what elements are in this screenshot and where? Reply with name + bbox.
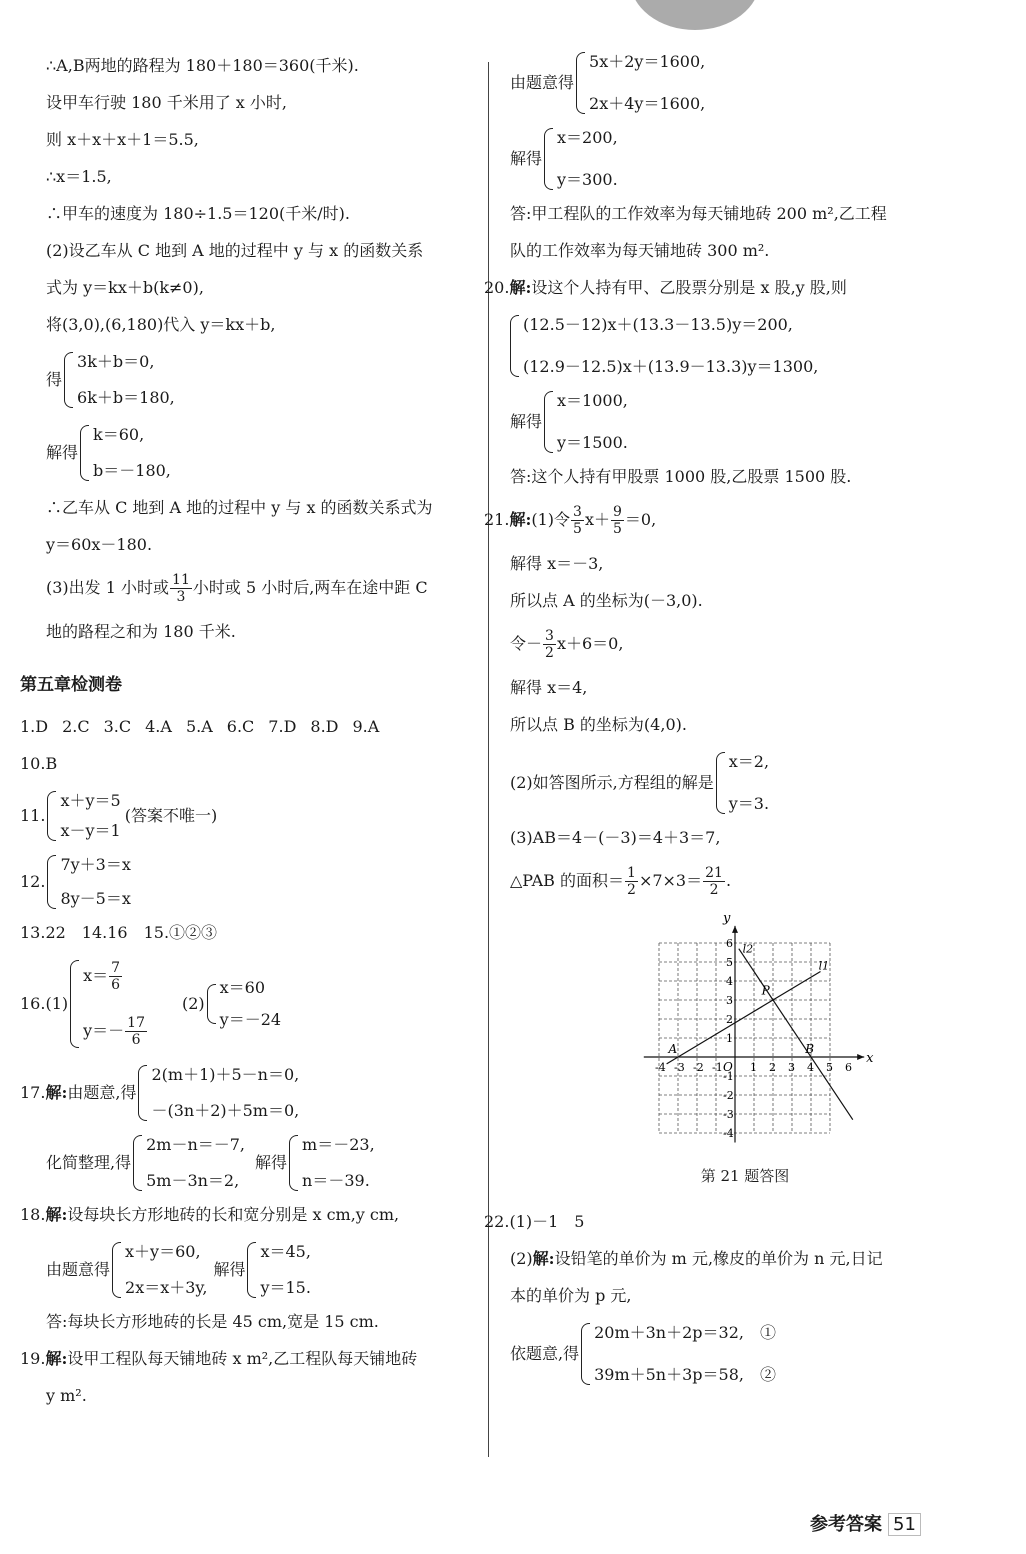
- solution-keyword: 解:: [45, 1205, 68, 1224]
- x-tick-label: -1: [712, 1061, 723, 1074]
- choice: 2.C: [62, 717, 90, 736]
- fraction: [109, 960, 122, 993]
- page-footer: [810, 1510, 921, 1536]
- equation: －(3n＋2)＋5m＝0,: [151, 1101, 300, 1120]
- text-line: 队的工作效率为每天铺地砖 300 m².: [510, 241, 770, 260]
- sys-prefix: 解得: [46, 443, 79, 462]
- question-number: 21.: [484, 510, 510, 529]
- x-tick-label: 3: [788, 1061, 795, 1074]
- text-line: (2)设乙车从 C 地到 A 地的过程中 y 与 x 的函数关系: [46, 241, 424, 260]
- y-axis-arrow: [732, 926, 738, 933]
- equation: y＝15.: [260, 1278, 311, 1297]
- question-17: [20, 1065, 476, 1121]
- fraction: [571, 504, 584, 537]
- equation: y＝1500.: [557, 433, 628, 452]
- text-part: 解得: [510, 149, 543, 168]
- text-line: 将(3,0),(6,180)代入 y＝kx＋b,: [46, 315, 276, 334]
- question-number: 17.: [20, 1083, 46, 1102]
- equation: 7y＋3＝x: [60, 855, 131, 874]
- numerator: 17: [127, 1015, 145, 1031]
- text-part: x＝: [83, 966, 109, 985]
- equation: x＝45,: [260, 1242, 311, 1261]
- choice: 3.C: [103, 717, 132, 736]
- equation: x＋y＝60,: [125, 1242, 201, 1261]
- solution-keyword: 解:: [45, 1349, 68, 1368]
- equation: 2x＋4y＝1600,: [589, 94, 706, 113]
- equation: 5x＋2y＝1600,: [589, 52, 706, 71]
- numerator: 11: [172, 572, 190, 588]
- text-part: ＝0,: [624, 510, 657, 529]
- page-number: 51: [888, 1513, 921, 1536]
- brace: [544, 391, 553, 453]
- question-number: 12.: [20, 872, 46, 891]
- point-a-label: A: [668, 1042, 678, 1056]
- x-tick-label: 6: [845, 1061, 852, 1074]
- point-p-label: P: [761, 983, 770, 998]
- text-part: 令－: [510, 634, 543, 653]
- equation: y＝－24: [219, 1010, 282, 1029]
- text-line: [510, 628, 980, 661]
- question-11: [20, 791, 476, 841]
- text-line: 则 x＋x＋x＋1＝5.5,: [46, 130, 199, 149]
- y-tick-label: -4: [723, 1127, 734, 1140]
- text-part: 设铅笔的单价为 m 元,橡皮的单价为 n 元,日记: [554, 1249, 883, 1268]
- text-line: 解得 x＝－3,: [510, 554, 604, 573]
- text-part: 由题意得: [510, 73, 575, 92]
- text-part: .: [725, 871, 732, 890]
- text-line: [46, 572, 476, 605]
- y-axis-label: y: [723, 915, 731, 927]
- column-divider: [488, 62, 489, 1457]
- numerator: 21: [705, 865, 723, 881]
- origin-label: O: [723, 1060, 733, 1074]
- text-part: 依题意,得: [510, 1344, 580, 1363]
- equation: k＝60,: [93, 425, 145, 444]
- x-tick-label: 5: [826, 1061, 833, 1074]
- choice: 4.A: [145, 717, 172, 736]
- denominator: 5: [613, 521, 622, 537]
- text-line: [510, 1249, 980, 1269]
- text-line: 答:这个人持有甲股票 1000 股,乙股票 1500 股.: [510, 467, 852, 486]
- x-axis-label: x: [866, 1051, 874, 1066]
- text-line: 答:甲工程队的工作效率为每天铺地砖 200 m²,乙工程: [510, 204, 887, 223]
- numerator: 3: [545, 628, 554, 644]
- denominator: 2: [545, 645, 554, 661]
- line-l1: [667, 972, 821, 1064]
- equation-system: [46, 352, 476, 408]
- brace: [80, 425, 89, 481]
- point-b-label: B: [805, 1042, 815, 1056]
- solution-keyword: 解:: [45, 1083, 68, 1102]
- text-line: 22.(1)－1 5: [484, 1212, 585, 1231]
- fraction: [170, 572, 192, 605]
- fraction: [125, 1015, 147, 1048]
- equation: 6k＋b＝180,: [77, 388, 175, 407]
- brace: [207, 984, 216, 1024]
- question-number: 20.: [484, 278, 510, 297]
- equation: 39m＋5n＋3p＝58, ②: [594, 1365, 776, 1384]
- question-16: [20, 960, 476, 1048]
- brace: [133, 1135, 142, 1191]
- y-tick-label: 3: [726, 994, 733, 1007]
- text-line: ∴x＝1.5,: [46, 167, 112, 186]
- choice: 8.D: [310, 717, 339, 736]
- question-21: [484, 504, 980, 537]
- x-tick-label: -3: [674, 1061, 685, 1074]
- text-part: 设这个人持有甲、乙股票分别是 x 股,y 股,则: [531, 278, 847, 297]
- question-number: 19.: [20, 1349, 46, 1368]
- text-line: [510, 865, 980, 898]
- question-12: [20, 855, 476, 909]
- text-part: 设每块长方形地砖的长和宽分别是 x cm,y cm,: [67, 1205, 400, 1224]
- x-axis-arrow: [857, 1054, 864, 1060]
- question-number: 18.: [20, 1205, 46, 1224]
- y-tick-label: 5: [726, 956, 733, 969]
- x-tick-label: 2: [769, 1061, 776, 1074]
- equation: y＝3.: [728, 794, 770, 813]
- top-decoration: [630, 0, 760, 30]
- y-tick-label: 4: [726, 975, 733, 988]
- numerator: 1: [627, 865, 636, 881]
- solution-keyword: 解:: [509, 278, 532, 297]
- equation-system: [510, 52, 980, 114]
- graph-figure: [614, 915, 980, 1159]
- brace: [112, 1242, 121, 1298]
- text-part: 由题意得: [46, 1260, 111, 1279]
- footer-label: 参考答案: [810, 1514, 882, 1535]
- text-part: (3)出发 1 小时或: [46, 578, 170, 597]
- brace: [247, 1242, 256, 1298]
- text-part: 小时或 5 小时后,两车在途中距 C: [192, 578, 428, 597]
- text-part: 设甲工程队每天铺地砖 x m²,乙工程队每天铺地砖: [67, 1349, 418, 1368]
- numerator: 9: [613, 504, 622, 520]
- equation-system: [46, 425, 476, 481]
- brace: [544, 128, 553, 190]
- line-l2-label: l2: [742, 942, 754, 956]
- equation: 5m－3n＝2,: [146, 1171, 240, 1190]
- note: (答案不唯一): [124, 806, 218, 825]
- x-tick-label: 1: [750, 1061, 757, 1074]
- sub-number: (2): [181, 994, 205, 1013]
- brace: [70, 960, 79, 1048]
- sys-prefix: 得: [46, 370, 63, 389]
- equation: 3k＋b＝0,: [77, 352, 155, 371]
- right-column: [484, 52, 980, 1399]
- fraction: [543, 628, 556, 661]
- text-line: 13.22 14.16 15.①②③: [20, 923, 218, 942]
- equation-system: [510, 391, 980, 453]
- section-title: 第五章检测卷: [20, 675, 122, 695]
- equation: x－y＝1: [60, 821, 121, 840]
- solution-keyword: 解:: [509, 510, 532, 529]
- equation-system: [510, 315, 980, 377]
- y-tick-label: -2: [723, 1089, 734, 1102]
- coordinate-graph: [614, 915, 884, 1155]
- equation-system: [46, 1242, 476, 1298]
- equation: n＝－39.: [302, 1171, 370, 1190]
- text-line: 所以点 A 的坐标为(－3,0).: [510, 591, 703, 610]
- text-part: y＝－: [83, 1021, 125, 1040]
- text-part: 由题意,得: [67, 1083, 137, 1102]
- equation: y＝300.: [557, 170, 618, 189]
- text-line: 式为 y＝kx＋b(k≠0),: [46, 278, 204, 297]
- choice: 6.C: [226, 717, 255, 736]
- text-line: y m².: [46, 1386, 87, 1405]
- line-l1-label: l1: [818, 959, 830, 973]
- equation: x＝60: [219, 978, 266, 997]
- denominator: 5: [573, 521, 582, 537]
- text-part: x＋6＝0,: [556, 634, 624, 653]
- equation: x＋y＝5: [60, 791, 121, 810]
- equation: 20m＋3n＋2p＝32, ①: [594, 1323, 776, 1342]
- brace: [64, 352, 73, 408]
- text-line: 本的单价为 p 元,: [510, 1286, 632, 1305]
- text-part: 解得: [510, 412, 543, 431]
- text-line: ∴甲车的速度为 180÷1.5＝120(千米/时).: [46, 204, 350, 223]
- denominator: 6: [131, 1032, 141, 1048]
- equation-system: [510, 128, 980, 190]
- x-tick-label: -4: [655, 1061, 666, 1074]
- solution-keyword: 解:: [532, 1249, 555, 1268]
- fraction: [611, 504, 624, 537]
- brace: [138, 1065, 147, 1121]
- equation: x＝200,: [557, 128, 618, 147]
- y-tick-label: -3: [723, 1108, 734, 1121]
- denominator: 6: [111, 977, 121, 993]
- denominator: 2: [709, 882, 719, 898]
- y-tick-label: 6: [726, 937, 733, 950]
- text-line: ∴A,B两地的路程为 180＋180＝360(千米).: [46, 56, 359, 75]
- brace: [716, 752, 725, 814]
- y-tick-label: 1: [726, 1032, 733, 1045]
- question-number: 11.: [20, 806, 46, 825]
- brace: [581, 1323, 590, 1385]
- equation: 2x＝x＋3y,: [125, 1278, 208, 1297]
- text-part: △PAB 的面积＝: [510, 871, 625, 890]
- line-l2: [739, 949, 853, 1120]
- denominator: 3: [176, 589, 186, 605]
- text-part: ×7×3＝: [638, 871, 703, 890]
- text-part: x＋: [584, 510, 610, 529]
- left-column: [20, 56, 476, 1423]
- equation: x＝1000,: [557, 391, 628, 410]
- equation-system: [46, 1135, 476, 1191]
- choice-answers: [20, 717, 476, 737]
- numerator: 7: [111, 960, 121, 976]
- equation: (12.9－12.5)x＋(13.9－13.3)y＝1300,: [523, 357, 819, 376]
- text-part: 解得: [213, 1260, 246, 1279]
- brace: [510, 315, 519, 377]
- text-part: (2): [510, 1249, 533, 1268]
- brace: [47, 855, 56, 909]
- brace: [576, 52, 585, 114]
- equation: m＝－23,: [302, 1135, 375, 1154]
- text-part: 解得: [255, 1153, 288, 1172]
- fraction: [625, 865, 638, 898]
- denominator: 2: [627, 882, 636, 898]
- text-line: 设甲车行驶 180 千米用了 x 小时,: [46, 93, 287, 112]
- equation-system: [510, 752, 980, 814]
- figure-caption: 第 21 题答图: [700, 1167, 790, 1185]
- question-19: [20, 1349, 476, 1369]
- equation: x＝2,: [728, 752, 770, 771]
- y-tick-label: -1: [723, 1070, 734, 1083]
- text-line: 解得 x＝4,: [510, 678, 588, 697]
- equation-system: [510, 1323, 980, 1385]
- question-number: 16.(1): [20, 994, 69, 1013]
- text-line: 所以点 B 的坐标为(4,0).: [510, 715, 687, 734]
- numerator: 3: [573, 504, 582, 520]
- text-line: (3)AB＝4－(－3)＝4＋3＝7,: [510, 828, 721, 847]
- text-line: ∴乙车从 C 地到 A 地的过程中 y 与 x 的函数关系式为: [46, 498, 433, 517]
- text-line: 答:每块长方形地砖的长是 45 cm,宽是 15 cm.: [46, 1312, 379, 1331]
- text-line: 地的路程之和为 180 千米.: [46, 622, 236, 641]
- brace: [289, 1135, 298, 1191]
- text-line: 10.B: [20, 754, 58, 773]
- text-part: 化简整理,得: [46, 1153, 132, 1172]
- choice: 5.A: [185, 717, 213, 736]
- equation: b＝－180,: [93, 461, 171, 480]
- y-tick-label: 2: [726, 1013, 733, 1026]
- text-part: (1)令: [531, 510, 571, 529]
- text-part: (2)如答图所示,方程组的解是: [510, 773, 714, 792]
- equation: 2(m＋1)＋5－n＝0,: [151, 1065, 300, 1084]
- equation: 2m－n＝－7,: [146, 1135, 246, 1154]
- fraction: [703, 865, 725, 898]
- text-line: y＝60x－180.: [46, 535, 153, 554]
- brace: [47, 791, 56, 841]
- choice: 7.D: [268, 717, 297, 736]
- x-tick-label: -2: [693, 1061, 704, 1074]
- question-18: [20, 1205, 476, 1225]
- question-20: [484, 278, 980, 298]
- x-tick-label: 4: [807, 1061, 814, 1074]
- equation: 8y－5＝x: [60, 889, 131, 908]
- equation: (12.5－12)x＋(13.3－13.5)y＝200,: [523, 315, 793, 334]
- choice: 9.A: [352, 717, 380, 736]
- choice: 1.D: [20, 717, 49, 736]
